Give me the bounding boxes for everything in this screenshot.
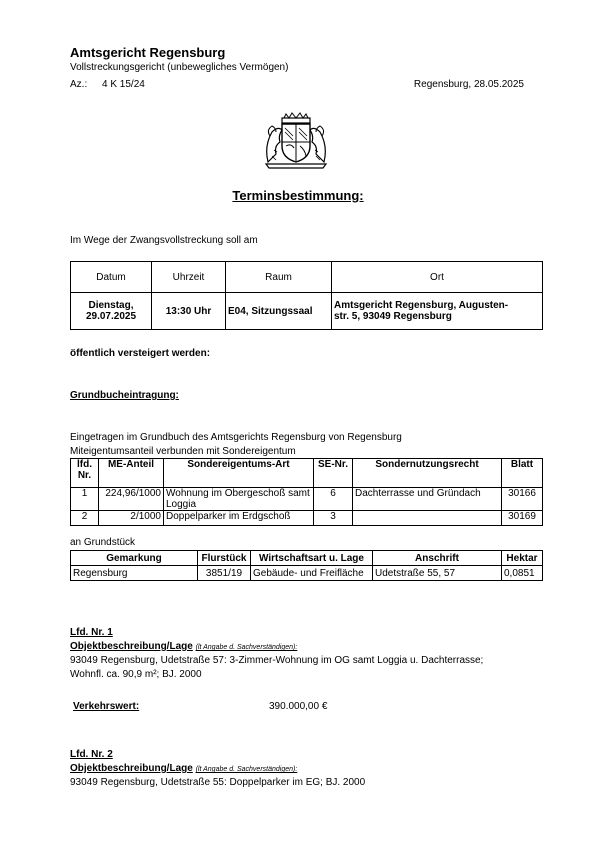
parcel-gemarkung: Regensburg	[71, 566, 198, 581]
header-wirtschaftsart: Wirtschaftsart u. Lage	[251, 551, 373, 566]
auction-text: öffentlich versteigert werden:	[70, 348, 211, 359]
place-date: Regensburg, 28.05.2025	[413, 79, 524, 90]
lot2-desc-label: Objektbeschreibung/Lage	[70, 763, 193, 774]
lot1-line-2: Wohnfl. ca. 90,9 m²; BJ. 2000	[70, 669, 202, 680]
header-anschrift: Anschrift	[373, 551, 502, 566]
appointment-room: E04, Sitzungssaal	[226, 293, 332, 330]
units-table	[70, 458, 543, 526]
unit-anteil: 224,96/1000	[99, 488, 164, 511]
header-se-nr: SE-Nr.	[314, 459, 353, 488]
grundbuch-heading: Grundbucheintragung:	[70, 390, 179, 401]
register-line-2: Miteigentumsanteil verbunden mit Sondereigentum	[70, 446, 296, 457]
unit-se-nr: 3	[314, 511, 353, 526]
parcel-header-row	[71, 551, 543, 566]
unit-blatt: 30169	[502, 511, 543, 526]
header-flurstueck: Flurstück	[198, 551, 251, 566]
intro-text: Im Wege der Zwangsvollstreckung soll am	[70, 235, 258, 246]
header-snr: Sondernutzungsrecht	[353, 459, 502, 488]
court-subtitle: Vollstreckungsgericht (unbewegliches Vermögen)	[70, 62, 289, 73]
lot1-heading: Lfd. Nr. 1	[70, 627, 113, 638]
unit-art: Doppelparker im Erdgschoß	[164, 511, 314, 526]
bavarian-coat-of-arms-icon	[262, 112, 330, 170]
appointment-table	[70, 261, 543, 330]
place-line-2: str. 5, 93049 Regensburg	[334, 311, 452, 322]
parcel-hektar: 0,0851	[502, 566, 543, 581]
grundstueck-label: an Grundstück	[70, 537, 136, 548]
header-hektar: Hektar	[502, 551, 543, 566]
header-me-anteil: ME-Anteil	[99, 459, 164, 488]
case-number-label: Az.:	[70, 79, 88, 90]
lot1-desc-heading	[70, 641, 297, 652]
appointment-place	[332, 293, 543, 330]
court-name: Amtsgericht Regensburg	[70, 45, 226, 60]
register-line-1: Eingetragen im Grundbuch des Amtsgerichts Regensburg von Regensburg	[70, 432, 402, 443]
unit-blatt: 30166	[502, 488, 543, 511]
header-gemarkung: Gemarkung	[71, 551, 198, 566]
lot1-line-1: 93049 Regensburg, Udetstraße 57: 3-Zimmer-Wohnung im OG samt Loggia u. Dachterrasse;	[70, 655, 484, 666]
appointment-time: 13:30 Uhr	[152, 293, 226, 330]
lot2-heading: Lfd. Nr. 2	[70, 749, 113, 760]
table-row	[71, 488, 543, 511]
appointment-row	[71, 293, 543, 330]
header-uhrzeit: Uhrzeit	[152, 262, 226, 293]
case-number	[70, 79, 145, 90]
unit-nr: 2	[71, 511, 99, 526]
unit-anteil: 2/1000	[99, 511, 164, 526]
date-value: 29.07.2025	[85, 311, 137, 322]
header-datum: Datum	[71, 262, 152, 293]
lot1-value: 390.000,00 €	[269, 701, 328, 712]
parcel-art: Gebäude- und Freifläche	[251, 566, 373, 581]
lot1-desc-label: Objektbeschreibung/Lage	[70, 641, 193, 652]
document-title: Terminsbestimmung:	[232, 188, 364, 203]
lot1-desc-note: (lt Angabe d. Sachverständigen):	[195, 644, 298, 651]
date-weekday: Dienstag,	[88, 300, 134, 311]
appointment-date	[71, 293, 152, 330]
place-line-1: Amtsgericht Regensburg, Augusten-	[334, 300, 509, 311]
unit-snr: Dachterrasse und Gründach	[353, 488, 502, 511]
unit-se-nr: 6	[314, 488, 353, 511]
header-raum: Raum	[226, 262, 332, 293]
units-header-row	[71, 459, 543, 488]
header-lfd-nr: lfd. Nr.	[71, 459, 99, 488]
parcel-table	[70, 550, 543, 581]
unit-nr: 1	[71, 488, 99, 511]
header-se-art: Sondereigentums-Art	[164, 459, 314, 488]
lot2-line-1: 93049 Regensburg, Udetstraße 55: Doppelparker im EG; BJ. 2000	[70, 777, 366, 788]
parcel-anschrift: Udetstraße 55, 57	[373, 566, 502, 581]
unit-art: Wohnung im Obergeschoß samt Loggia	[164, 488, 314, 511]
table-row	[71, 566, 543, 581]
parcel-flurstueck: 3851/19	[198, 566, 251, 581]
case-number-value: 4 K 15/24	[102, 79, 145, 90]
lot2-desc-note: (lt Angabe d. Sachverständigen):	[195, 766, 298, 773]
header-ort: Ort	[332, 262, 543, 293]
unit-snr	[353, 511, 502, 526]
lot2-desc-heading	[70, 763, 297, 774]
table-row	[71, 511, 543, 526]
header-blatt: Blatt	[502, 459, 543, 488]
lot1-value-label: Verkehrswert:	[73, 701, 140, 712]
appointment-header-row	[71, 262, 543, 293]
